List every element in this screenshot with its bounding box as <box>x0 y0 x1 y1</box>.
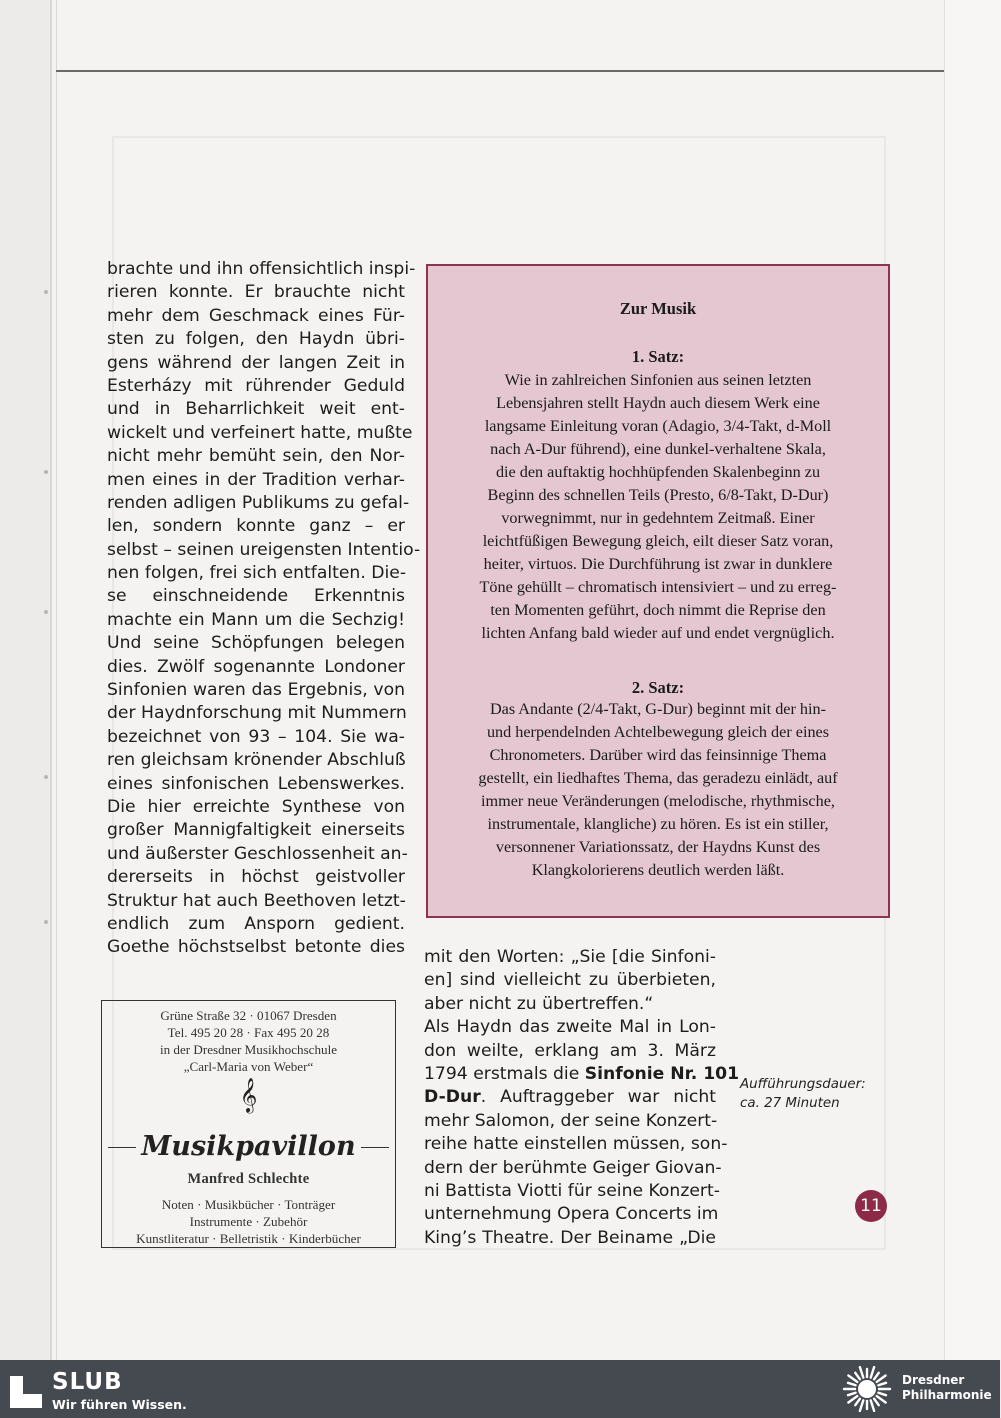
text-line: langsame Einleitung voran (Adagio, 3/4-Takt, d-Moll <box>484 417 832 435</box>
viewer-footer <box>0 1360 1000 1418</box>
brand-rule-right <box>361 1147 389 1148</box>
text-line: Esterházy mit rührender Geduld <box>107 375 405 396</box>
body-text-right-column <box>424 946 740 1250</box>
text-line: nen folgen, frei sich entfalten. Die- <box>107 563 407 584</box>
logo-ray <box>874 1373 879 1379</box>
dresdner-philharmonie-logo-icon[interactable] <box>842 1364 892 1414</box>
text-line: und herpendelnden Achtelbewegung gleich der eines <box>486 723 830 741</box>
ad-products: Kunstliteratur · Belletristik · Kinderbücher <box>136 1231 361 1246</box>
text-line: Chronometers. Darüber wird das feinsinnige Thema <box>489 746 827 764</box>
ad-location-school: „Carl-Maria von Weber“ <box>183 1059 314 1074</box>
text-line: gestellt, ein liedhaftes Thema, das geradezu einlädt, auf <box>478 769 838 787</box>
text-line: dern der berühmte Geiger Giovan- <box>424 1157 722 1178</box>
text-line: ren gleichsam krönender Abschluß <box>107 750 406 771</box>
text-line: machte ein Mann um die Sechzig! <box>107 609 405 630</box>
punch-hole <box>44 290 48 294</box>
text-line: und in Beharrlichkeit weit ent- <box>107 399 405 420</box>
text-line: mit den Worten: „Sie [die Sinfoni- <box>424 947 716 967</box>
text-line: heiter, virtuos. Die Durchführung ist zwar in dunklere <box>483 555 833 573</box>
logo-ray <box>878 1393 886 1395</box>
text-line: Wie in zahlreichen Sinfonien aus seinen letzten <box>504 371 812 389</box>
previous-page-edge <box>0 0 52 1360</box>
partner-name-line: Philharmonie <box>902 1388 992 1402</box>
text-line: en] sind vielleicht zu überbieten, <box>424 970 716 991</box>
ad-products: Noten · Musikbücher · Tonträger <box>161 1197 336 1212</box>
text-line: nach A-Dur führend), eine dunkel-verhaltene Skala, <box>490 440 826 458</box>
text-line: vorwegnimmt, nur in gedehntem Zeitmaß. Einer <box>501 509 815 527</box>
text-line: renden adligen Publikums zu gefal- <box>107 492 410 513</box>
text-line: Klangkolorierens deutlich werden läßt. <box>531 861 785 879</box>
text-line: großer Mannigfaltigkeit einerseits <box>107 820 405 841</box>
text-line: und äußerster Geschlossenheit an- <box>107 843 408 864</box>
logo-ray <box>874 1399 879 1405</box>
partner-name <box>902 1373 992 1403</box>
text-line <box>424 1063 740 1086</box>
text-line: Goethe höchstselbst betonte dies <box>107 937 405 958</box>
punch-hole <box>44 610 48 614</box>
text-line: Das Andante (2/4-Takt, G-Dur) beginnt mit der hin- <box>489 700 827 718</box>
ad-location: in der Dresdner Musikhochschule <box>159 1042 338 1057</box>
text-line: mehr dem Geschmack eines Für- <box>107 305 405 326</box>
logo-ray <box>848 1396 857 1402</box>
work-title-bold: Sinfonie Nr. 101 <box>584 1063 740 1084</box>
library-name[interactable]: SLUB <box>52 1369 123 1395</box>
logo-ray <box>871 1367 874 1377</box>
text-line: aber nicht zu übertreffen.“ <box>424 993 654 1014</box>
text-line: Lebensjahren stellt Haydn auch diesem Werk eine <box>496 394 820 412</box>
logo-ray <box>877 1375 886 1381</box>
ad-phone: Tel. 495 20 28 · Fax 495 20 28 <box>167 1025 330 1040</box>
text-line: nicht mehr bemüht sein, den Nor- <box>107 446 405 467</box>
duration-label: Aufführungsdauer: <box>740 1077 866 1092</box>
text-line: don weilte, erklang am 3. März <box>424 1040 716 1061</box>
ad-products: Instrumente · Zubehör <box>189 1214 308 1229</box>
ad-address: Grüne Straße 32 · 01067 Dresden <box>160 1008 337 1023</box>
text-line: len, sondern konnte ganz – er <box>107 516 405 537</box>
text-line: wickelt und verfeinert hatte, mußte <box>107 422 413 443</box>
text-line: King’s Theatre. Der Beiname „Die <box>424 1227 716 1248</box>
slub-logo-icon[interactable] <box>10 1376 42 1408</box>
logo-ray <box>848 1393 856 1395</box>
text-line: Und seine Schöpfungen belegen <box>107 633 405 654</box>
text-line: Sinfonien waren das Ergebnis, von <box>107 680 405 701</box>
punch-hole <box>44 920 48 924</box>
box-title: Zur Musik <box>619 299 697 318</box>
text-line: endlich zum Ansporn gedient. <box>107 913 405 934</box>
text-line: Beginn des schnellen Teils (Presto, 6/8-Takt, D-Dur) <box>487 486 829 504</box>
text-fragment: 1794 erstmals die <box>424 1063 585 1084</box>
text-line: versonnener Variationssatz, der Haydns Kunst des <box>495 838 821 856</box>
text-line: se einschneidende Erkenntnis <box>107 586 405 607</box>
text-line: unternehmung Opera Concerts im <box>424 1204 719 1225</box>
text-line: instrumentale, klangliche) zu hören. Es ist ein stiller, <box>487 815 829 833</box>
text-line: gens während der langen Zeit in <box>107 352 405 373</box>
logo-ray <box>848 1375 857 1381</box>
text-line <box>424 1086 716 1109</box>
text-line: ten Momenten geführt, doch nimmt die Reprise den <box>490 601 826 619</box>
text-fragment: . Auftraggeber war nicht <box>480 1087 716 1108</box>
punch-hole <box>44 775 48 779</box>
logo-ray <box>860 1367 863 1377</box>
text-line: immer neue Veränderungen (melodische, rhythmische, <box>481 792 835 810</box>
text-line: der Haydnforschung mit Nummern <box>107 703 407 724</box>
page-number-badge: 11 <box>855 1190 887 1222</box>
logo-ray <box>855 1373 860 1379</box>
text-line: dies. Zwölf sogenannte Londoner <box>107 656 405 677</box>
text-line: reihe hatte einstellen müssen, son- <box>424 1134 728 1155</box>
body-text-left-column <box>107 258 421 960</box>
text-line: bezeichnet von 93 – 104. Sie wa- <box>107 726 405 747</box>
musikpavillon-advertisement <box>101 1000 396 1248</box>
library-slogan: Wir führen Wissen. <box>52 1397 187 1412</box>
text-line: mehr Salomon, der seine Konzert- <box>424 1110 718 1131</box>
work-title-bold: D-Dur <box>424 1087 481 1108</box>
text-line: sten zu folgen, den Haydn übri- <box>107 329 405 350</box>
ad-brand-name: Musikpavillon <box>141 1131 356 1162</box>
text-line: Als Haydn das zweite Mal in Lon- <box>424 1017 716 1038</box>
text-line: eines sinfonischen Lebenswerkes. <box>107 773 405 794</box>
logo-ray <box>871 1400 874 1410</box>
ad-brand-row <box>102 1127 395 1167</box>
logo-ray <box>848 1383 856 1385</box>
performance-duration-note <box>740 1075 866 1113</box>
text-line: Töne gehüllt – chromatisch intensiviert – und zu erreg- <box>479 578 837 596</box>
partner-name-line: Dresdner <box>902 1373 965 1387</box>
logo-ray <box>860 1400 863 1410</box>
ad-owner-name: Manfred Schlechte <box>187 1171 310 1187</box>
treble-clef-icon: 𝄞 <box>239 1079 258 1112</box>
text-line: brachte und ihn offensichtlich inspi- <box>107 259 416 279</box>
text-line: Struktur hat auch Beethoven letzt- <box>107 890 406 911</box>
logo-ray <box>878 1383 886 1385</box>
text-line: rieren konnte. Er brauchte nicht <box>107 282 405 303</box>
text-line: selbst – seinen ureigensten Intentio- <box>107 539 421 560</box>
movement-2-heading: 2. Satz: <box>631 678 685 697</box>
duration-value: ca. 27 Minuten <box>740 1096 840 1111</box>
text-line: die den auftaktig hochhüpfenden Skalenbeginn zu <box>495 463 821 481</box>
text-line: ni Battista Viotti für seine Konzert- <box>424 1180 720 1201</box>
text-line: men eines in der Tradition verhar- <box>107 469 405 490</box>
spine-line <box>56 0 57 1360</box>
text-line: Die hier erreichte Synthese von <box>107 796 405 817</box>
movement-1-heading: 1. Satz: <box>631 347 685 366</box>
punch-hole <box>44 470 48 474</box>
zur-musik-box <box>426 264 890 918</box>
logo-ray <box>855 1399 860 1405</box>
text-line: dererseits in höchst geistvoller <box>107 867 405 888</box>
logo-ray <box>877 1396 886 1402</box>
page-right-edge <box>944 0 1001 1360</box>
text-line: lichten Anfang bald wieder auf und endet vergnüglich. <box>481 624 835 642</box>
text-line: leichtfüßigen Bewegung gleich, eilt dieser Satz voran, <box>482 532 834 550</box>
header-rule <box>56 70 944 72</box>
